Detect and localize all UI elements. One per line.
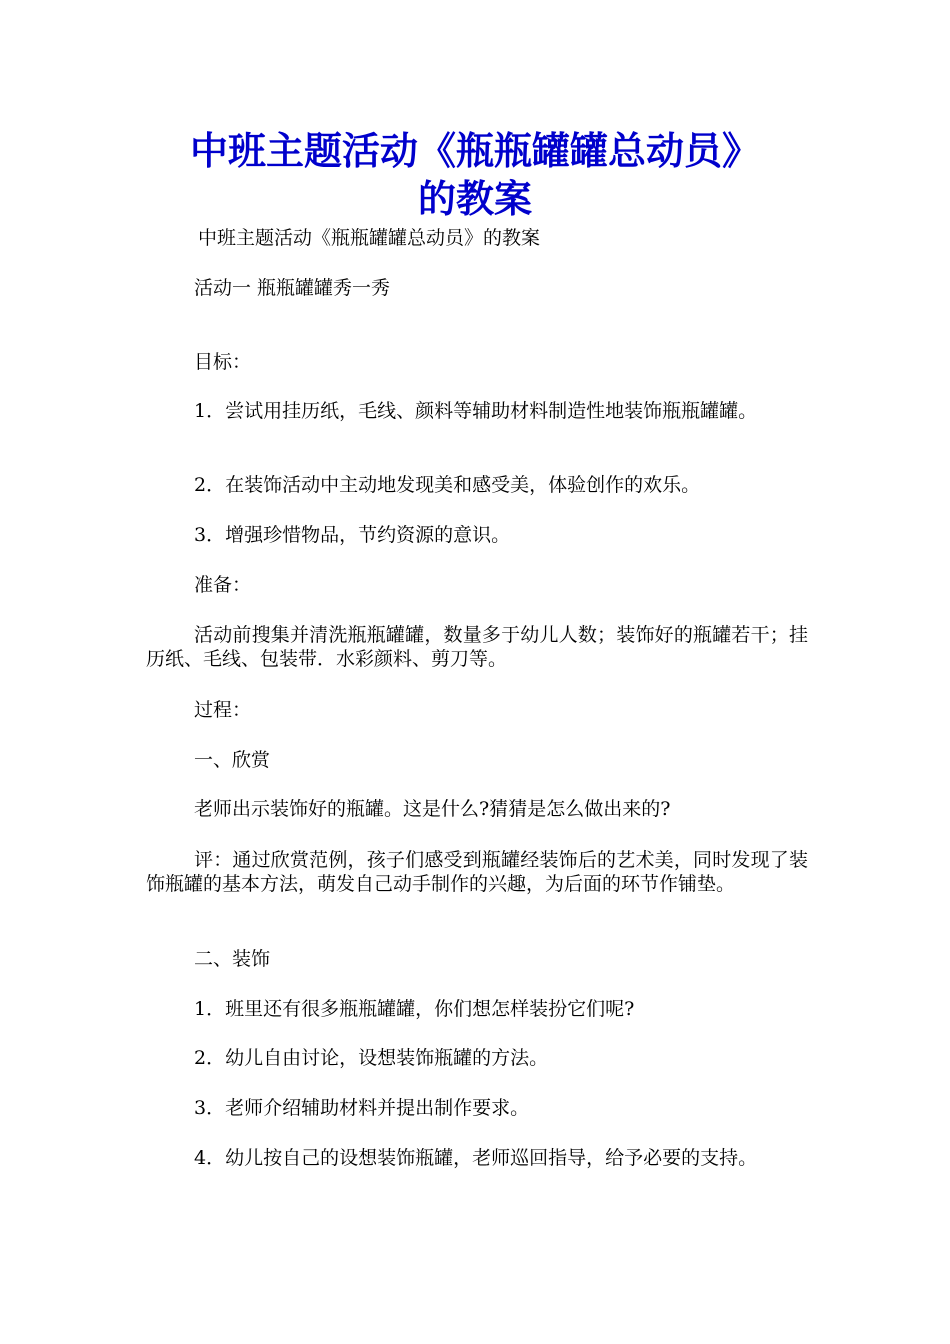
paragraph-goal-2: 2．在装饰活动中主动地发现美和感受美，体验创作的欢乐。 — [194, 474, 701, 496]
paragraph-subtitle: 中班主题活动《瓶瓶罐罐总动员》的教案 — [198, 227, 541, 249]
paragraph-section-decorate: 二、装饰 — [194, 948, 271, 970]
paragraph-process-heading: 过程： — [194, 699, 252, 721]
paragraph-step-4: 4．幼儿按自己的设想装饰瓶罐，老师巡回指导，给予必要的支持。 — [194, 1147, 758, 1169]
paragraph-prep-heading: 准备： — [194, 574, 252, 596]
paragraph-goals-heading: 目标： — [194, 351, 252, 373]
paragraph-section-appreciate: 一、欣赏 — [194, 749, 271, 771]
paragraph-step-2: 2．幼儿自由讨论，设想装饰瓶罐的方法。 — [194, 1047, 549, 1069]
paragraph-teacher-shows: 老师出示装饰好的瓶罐。这是什么?猜猜是怎么做出来的? — [194, 798, 671, 820]
paragraph-step-3: 3．老师介绍辅助材料并提出制作要求。 — [194, 1097, 530, 1119]
paragraph-prep-body: 活动前搜集并清洗瓶瓶罐罐，数量多于幼儿人数；装饰好的瓶罐若干；挂历纸、毛线、包装带．水彩颜料、剪刀等。 — [146, 624, 808, 670]
paragraph-comment: 评：通过欣赏范例，孩子们感受到瓶罐经装饰后的艺术美，同时发现了装饰瓶罐的基本方法，萌发自己动手制作的兴趣，为后面的环节作铺垫。 — [146, 849, 808, 895]
paragraph-activity-one: 活动一 瓶瓶罐罐秀一秀 — [194, 277, 391, 299]
paragraph-step-1: 1．班里还有很多瓶瓶罐罐，你们想怎样装扮它们呢? — [194, 998, 635, 1020]
paragraph-goal-3: 3．增强珍惜物品，节约资源的意识。 — [194, 524, 511, 546]
paragraph-goal-1: 1．尝试用挂历纸，毛线、颜料等辅助材料制造性地装饰瓶瓶罐罐。 — [194, 400, 758, 422]
document-title-line-1: 中班主题活动《瓶瓶罐罐总动员》 — [189, 129, 760, 173]
document-title-line-2: 的教案 — [417, 177, 532, 221]
